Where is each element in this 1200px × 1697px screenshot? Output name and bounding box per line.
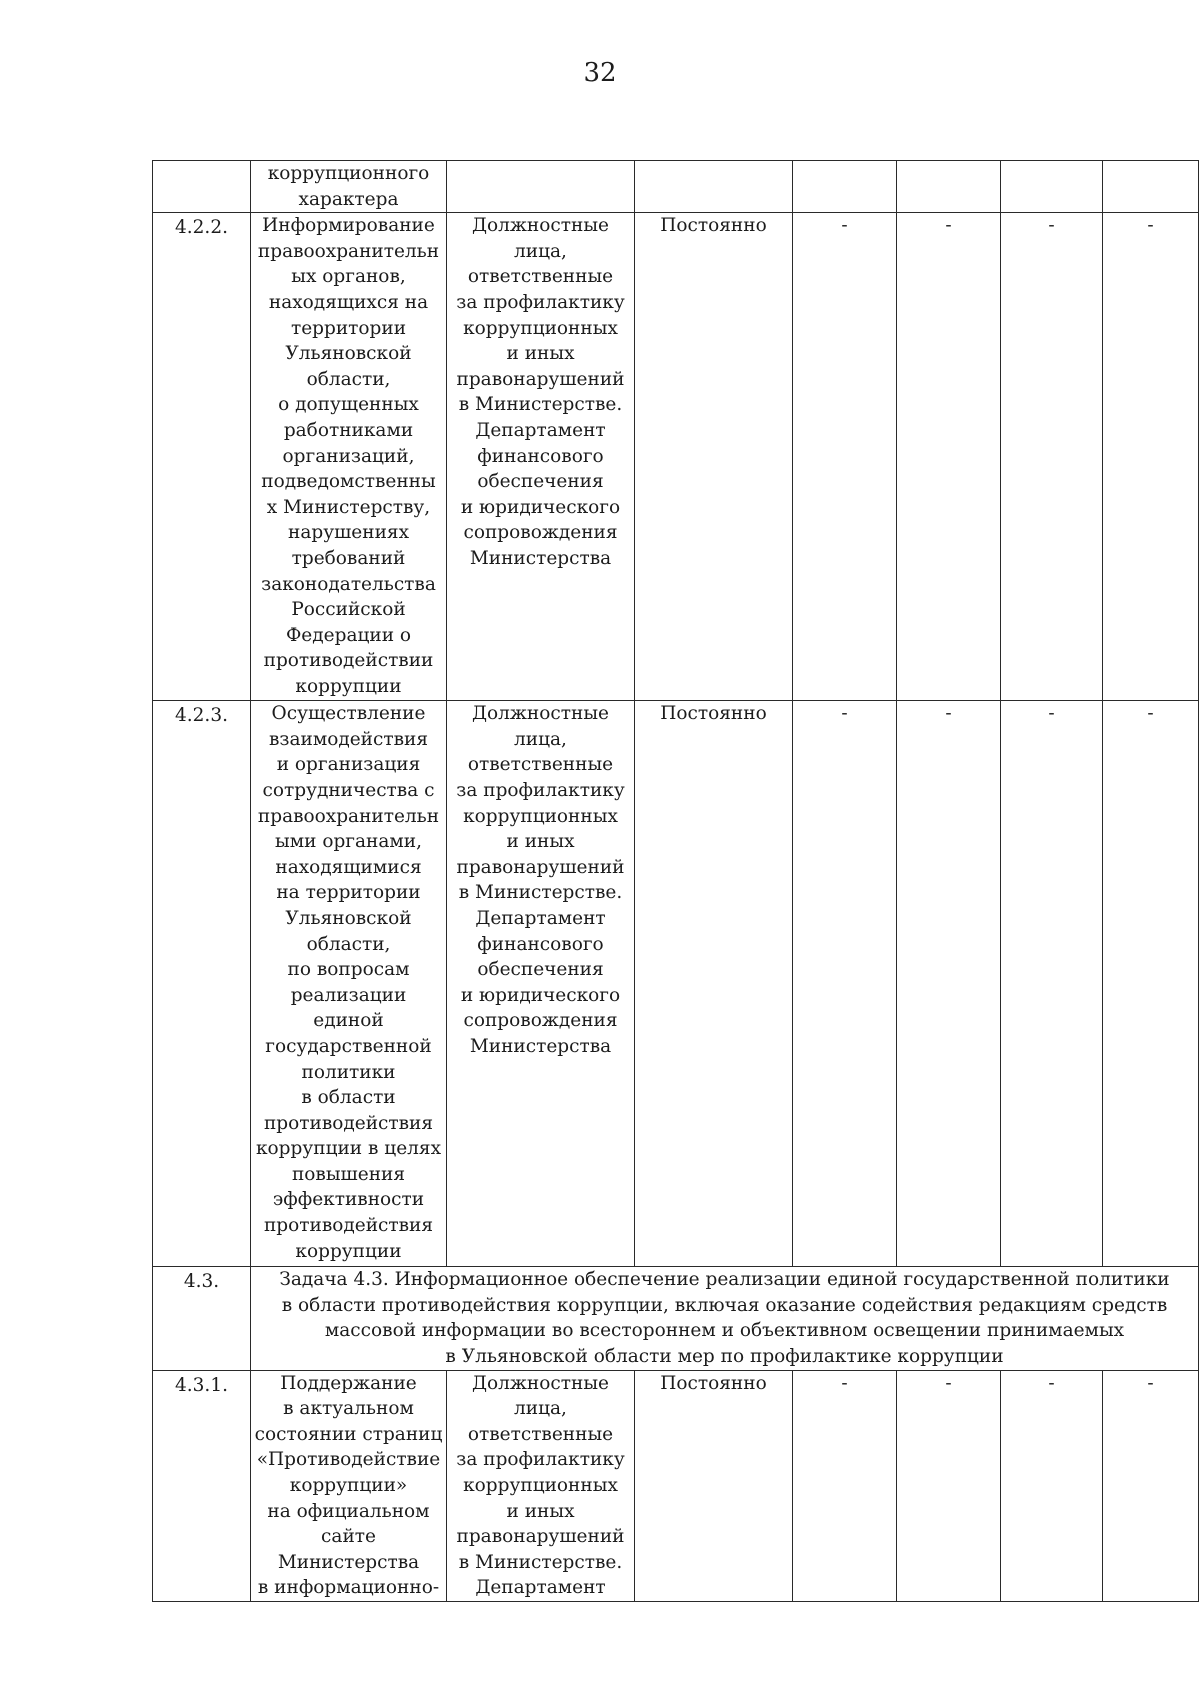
indicator-cell: - [897,701,1001,1267]
action-cell: Осуществление взаимодействия и организация сотрудничества с правоохранительн ыми органами, находящимися на территории Ульяновской области, по вопросам реализации единой государственной политики в области противодействия коррупции в целях повышения эффективности противодействия коррупции [251,701,447,1267]
action-plan-table [152,160,1199,1602]
action-cell: Информирование правоохранительн ых органов, находящихся на территории Ульяновской области, о допущенных работниками организаций, подведомственны х Министерству, нарушениях требований законодательства Российской Федерации о противодействии коррупции [251,213,447,701]
indicator-cell: - [793,1370,897,1601]
responsible-cell: Должностные лица, ответственные за профилактику коррупционных и иных правонарушений в Министерстве. Департамент финансового обеспечения и юридического сопровождения Министерства [447,213,635,701]
table-row [153,701,1199,1267]
indicator-cell: - [793,213,897,701]
indicator-cell [793,161,897,213]
table-row [153,161,1199,213]
task-row [153,1267,1199,1370]
indicator-cell: - [1001,213,1103,701]
responsible-cell [447,161,635,213]
indicator-cell [1001,161,1103,213]
responsible-cell: Должностные лица, ответственные за профилактику коррупционных и иных правонарушений в Министерстве. Департамент [447,1370,635,1601]
page-number: 32 [583,58,617,88]
indicator-cell: - [1001,1370,1103,1601]
row-number: 4.3.1. [153,1370,251,1601]
indicator-cell: - [1103,213,1199,701]
term-cell: Постоянно [635,701,793,1267]
term-cell: Постоянно [635,213,793,701]
indicator-cell: - [1103,1370,1199,1601]
row-number: 4.2.3. [153,701,251,1267]
indicator-cell [897,161,1001,213]
row-number: 4.3. [153,1267,251,1370]
indicator-cell: - [793,701,897,1267]
action-cell: Поддержание в актуальном состоянии страниц «Противодействие коррупции» на официальном сайте Министерства в информационно- [251,1370,447,1601]
table-row [153,1370,1199,1601]
indicator-cell: - [1103,701,1199,1267]
row-number: 4.2.2. [153,213,251,701]
indicator-cell: - [1001,701,1103,1267]
indicator-cell [1103,161,1199,213]
row-number [153,161,251,213]
term-cell [635,161,793,213]
responsible-cell: Должностные лица, ответственные за профилактику коррупционных и иных правонарушений в Министерстве. Департамент финансового обеспечения и юридического сопровождения Министерства [447,701,635,1267]
action-cell: коррупционного характера [251,161,447,213]
term-cell: Постоянно [635,1370,793,1601]
indicator-cell: - [897,213,1001,701]
table-row [153,213,1199,701]
task-heading: Задача 4.3. Информационное обеспечение реализации единой государственной политики в области противодействия коррупции, включая оказание содействия редакциям средств массовой информации во всестороннем и объективном освещении принимаемых в Ульяновской области мер по профилактике коррупции [251,1267,1199,1370]
indicator-cell: - [897,1370,1001,1601]
